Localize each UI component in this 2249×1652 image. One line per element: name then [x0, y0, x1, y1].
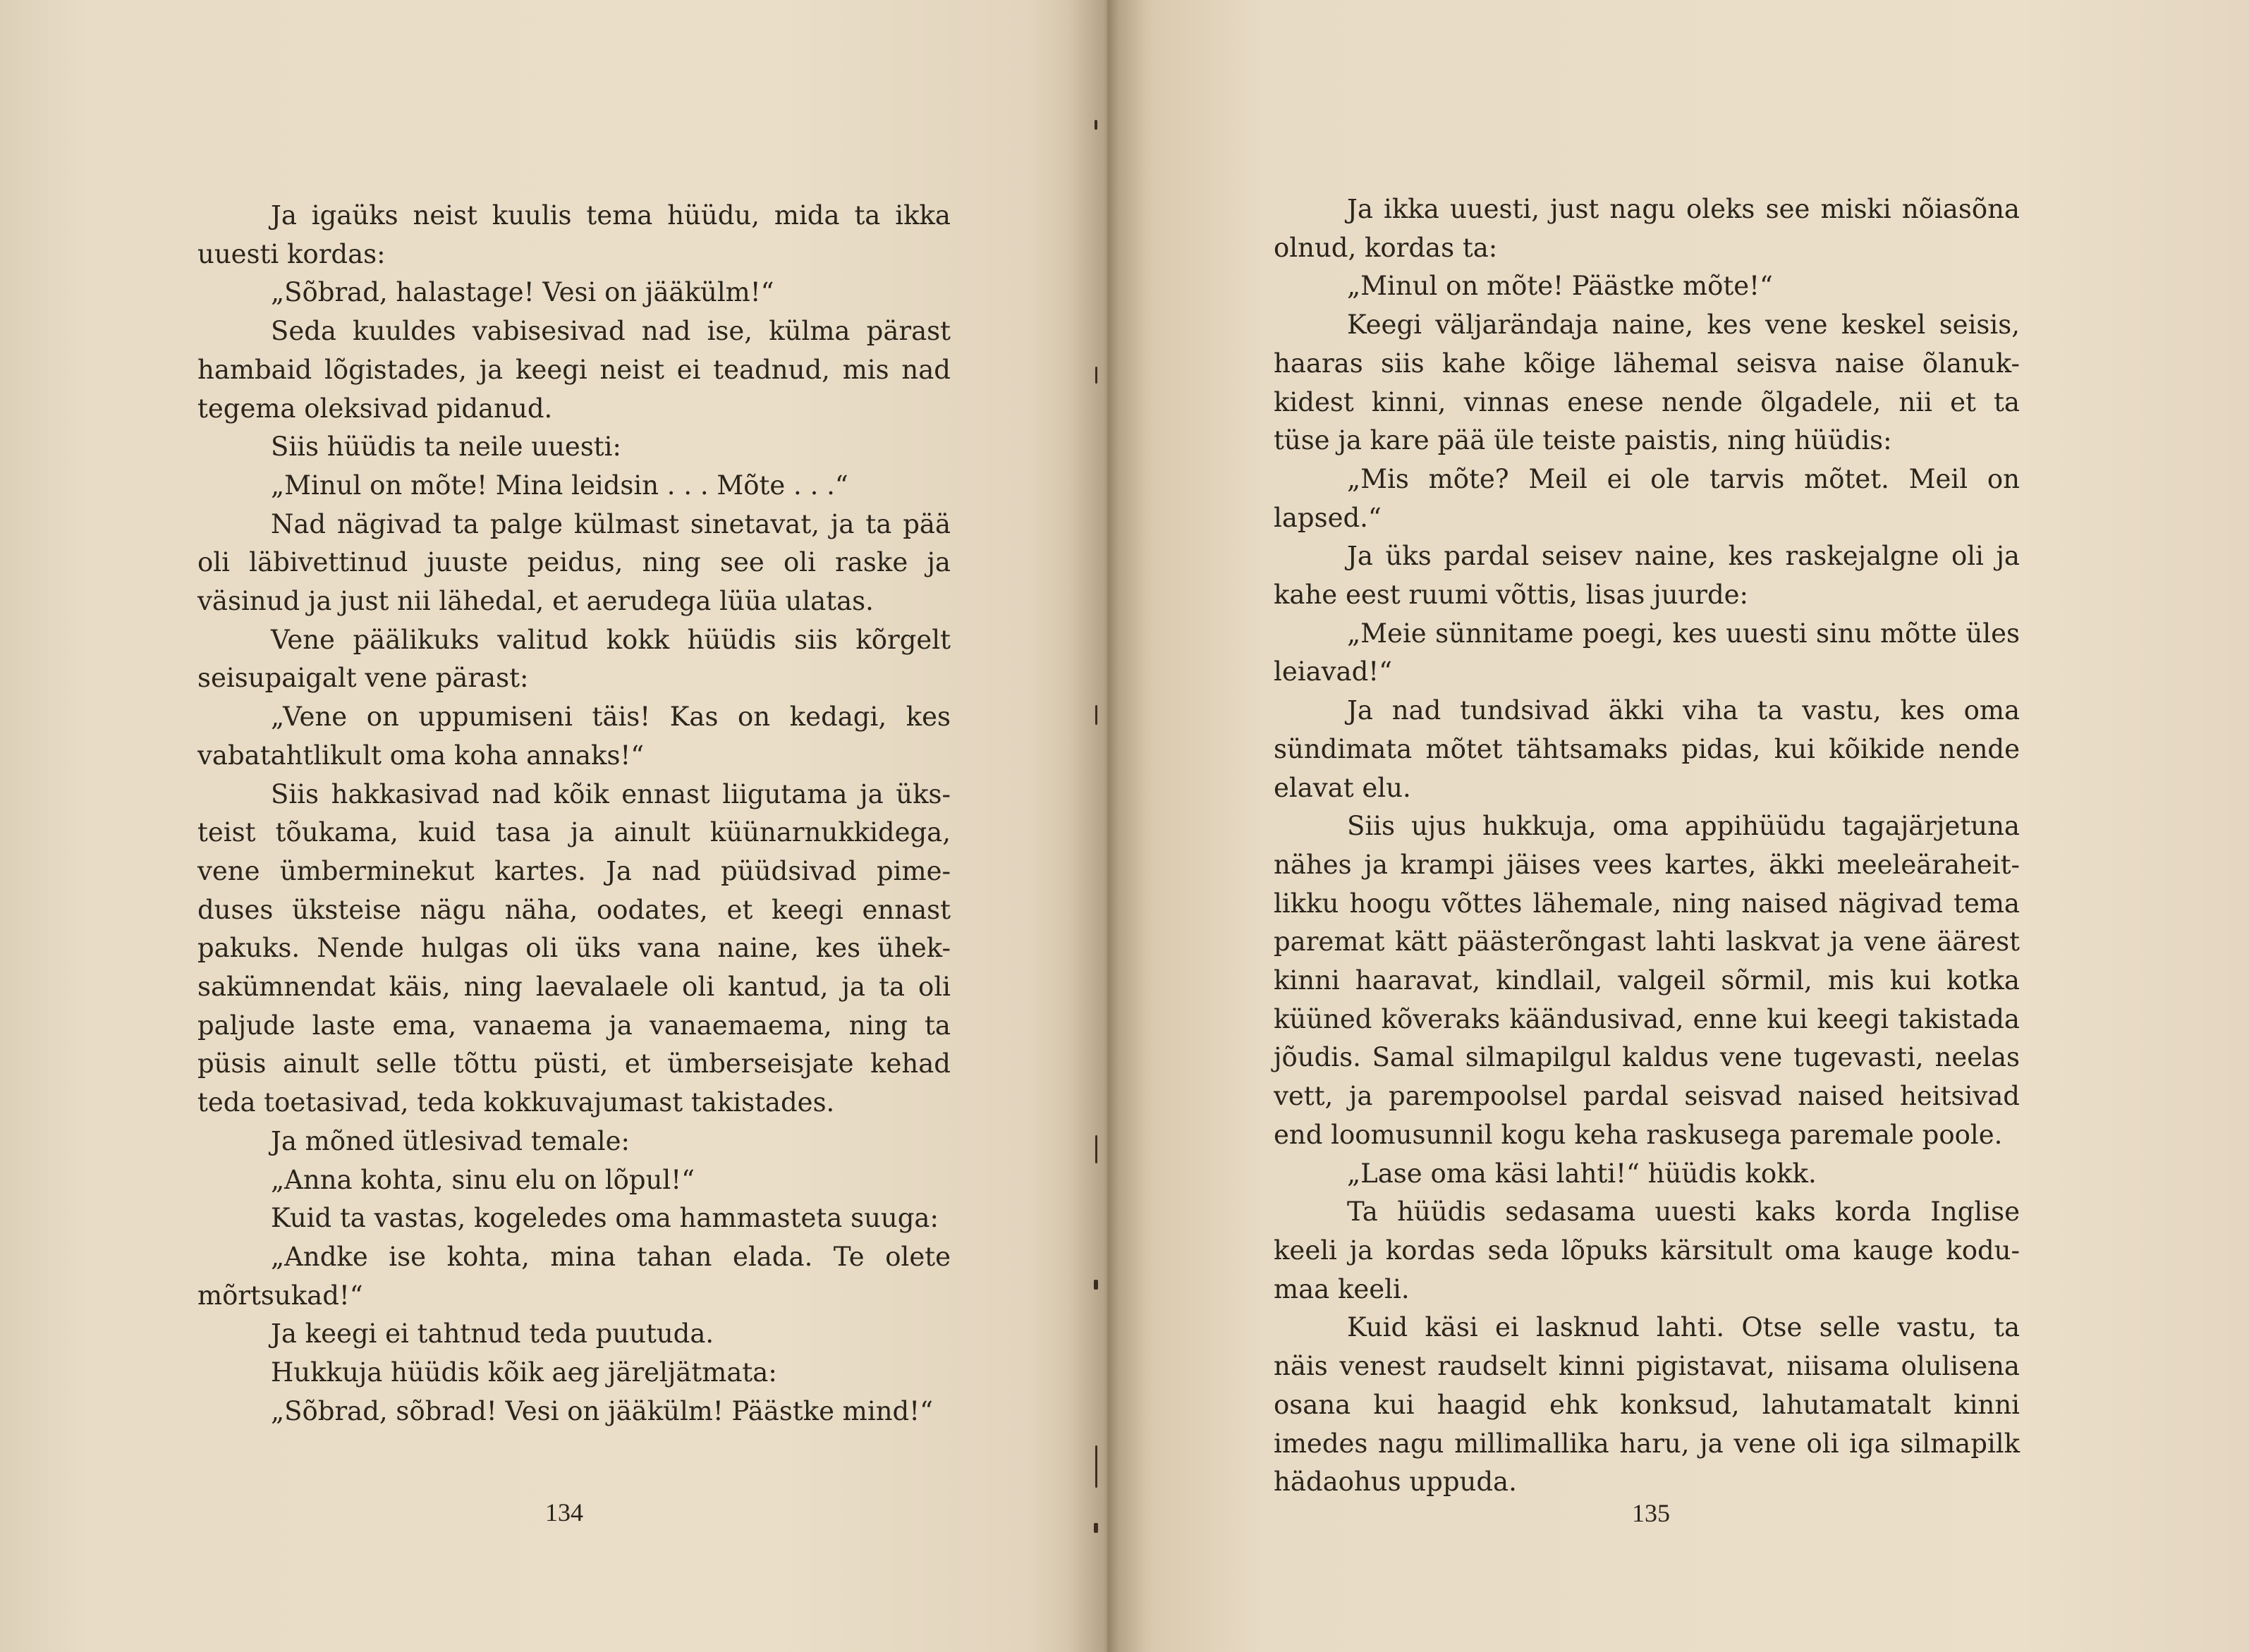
book-gutter	[1068, 0, 1146, 1652]
text-line: „Minul on mõte! Mina leidsin . . . Mõte . . .“	[271, 470, 848, 501]
left-page-text	[197, 197, 951, 1431]
text-line: imedes nagu millimallika haru, ja vene oli iga silmapilk	[1274, 1428, 2020, 1459]
text-line: kidest kinni, vinnas enese nende õlgadele, nii et ta	[1274, 386, 2020, 417]
text-line: lapsed.“	[1274, 502, 1382, 533]
text-line: „Vene on uppumiseni täis! Kas on kedagi, kes	[271, 702, 951, 733]
text-line: sündimata mõtet tähtsamaks pidas, kui kõikide nende	[1274, 733, 2020, 764]
text-line: teda toetasivad, teda kokkuvajumast takistades.	[197, 1087, 835, 1118]
text-line: väsinud ja just nii lähedal, et aerudega lüüa ulatas.	[197, 586, 874, 617]
text-line: Vene päälikuks valitud kokk hüüdis siis kõrgelt	[271, 624, 951, 655]
text-line: nähes ja krampi jäises vees kartes, äkki meeleäraheit-	[1274, 849, 2020, 880]
text-line: oli läbivettinud juuste peidus, ning see oli raske ja	[197, 547, 951, 578]
text-line: seisupaigalt vene pärast:	[197, 663, 529, 694]
text-line: „Mis mõte? Meil ei ole tarvis mõtet. Meil on	[1347, 463, 2020, 494]
text-line: olnud, kordas ta:	[1274, 232, 1498, 263]
text-line: paljude laste ema, vanaema ja vanaemaema, ning ta	[197, 1010, 951, 1041]
text-line: likku hoogu võttes lähemale, ning naised nägivad tema	[1274, 888, 2020, 919]
text-line: Siis ujus hukkuja, oma appihüüdu tagajärjetuna	[1347, 811, 2020, 842]
right-page-text	[1274, 190, 2020, 1502]
binding-thread	[1095, 1445, 1097, 1488]
text-line: Ja keegi ei tahtnud teda puutuda.	[271, 1318, 714, 1350]
text-line: Hukkuja hüüdis kõik aeg järeljätmata:	[271, 1357, 777, 1388]
text-line: paremat kätt päästerõngast lahti laskvat ja vene äärest	[1274, 926, 2020, 957]
text-line: „Meie sünnitame poegi, kes uuesti sinu mõtte üles	[1347, 618, 2020, 649]
text-line: Ja üks pardal seisev naine, kes raskejalgne oli ja	[1347, 541, 2020, 572]
text-line: Nad nägivad ta palge külmast sinetavat, ja ta pää	[271, 508, 951, 539]
binding-thread	[1095, 367, 1097, 384]
text-line: duses üksteise nägu näha, oodates, et keegi ennast	[197, 894, 951, 925]
text-line: püsis ainult selle tõttu püsti, et ümberseisjate kehad	[197, 1048, 951, 1079]
text-line: mõrtsukad!“	[197, 1280, 363, 1311]
text-line: elavat elu.	[1274, 772, 1411, 803]
text-line: jõudis. Samal silmapilgul kaldus vene tugevasti, neelas	[1274, 1042, 2020, 1073]
text-line: vene ümberminekut kartes. Ja nad püüdsivad pime-	[197, 855, 951, 886]
binding-thread	[1095, 120, 1097, 130]
text-line: „Minul on mõte! Päästke mõte!“	[1347, 271, 1773, 302]
right-page-number: 135	[1632, 1499, 1670, 1527]
binding-thread	[1094, 1280, 1098, 1290]
text-line: uuesti kordas:	[197, 238, 386, 269]
text-line: Ja mõned ütlesivad temale:	[271, 1125, 630, 1156]
left-page-number: 134	[545, 1498, 583, 1526]
text-line: tüse ja kare pää üle teiste paistis, ning hüüdis:	[1274, 425, 1892, 456]
text-line: sakümnendat käis, ning laevalaele oli kantud, ja ta oli	[197, 972, 951, 1003]
text-line: Ja nad tundsivad äkki viha ta vastu, kes oma	[1347, 695, 2020, 726]
text-line: haaras siis kahe kõige lähemal seisva naise õlanuk-	[1274, 348, 2020, 379]
text-line: hädaohus uppuda.	[1274, 1467, 1517, 1498]
text-line: kahe eest ruumi võttis, lisas juurde:	[1274, 580, 1748, 611]
text-line: Ta hüüdis sedasama uuesti kaks korda Inglise	[1347, 1197, 2020, 1228]
text-line: pakuks. Nende hulgas oli üks vana naine, kes ühek-	[197, 933, 951, 964]
text-line: Kuid käsi ei lasknud lahti. Otse selle vastu, ta	[1347, 1312, 2020, 1343]
text-line: leiavad!“	[1274, 656, 1393, 687]
text-line: osana kui haagid ehk konksud, lahutamatalt kinni	[1274, 1389, 2020, 1420]
text-line: „Sõbrad, sõbrad! Vesi on jääkülm! Päästke mind!“	[271, 1395, 934, 1426]
text-line: hambaid lõgistades, ja keegi neist ei teadnud, mis nad	[197, 354, 951, 385]
text-line: tegema oleksivad pidanud.	[197, 393, 553, 424]
binding-thread	[1095, 1135, 1097, 1163]
text-line: Siis hakkasivad nad kõik ennast liigutama ja üks-	[271, 778, 951, 809]
text-line: vabatahtlikult oma koha annaks!“	[197, 740, 645, 771]
text-line: kinni haaravat, kindlail, valgeil sõrmil, mis kui kotka	[1274, 965, 2020, 996]
text-line: Ja igaüks neist kuulis tema hüüdu, mida ta ikka	[271, 200, 951, 231]
text-line: end loomusunnil kogu keha raskusega paremale poole.	[1274, 1119, 2003, 1150]
text-line: Ja ikka uuesti, just nagu oleks see miski nõiasõna	[1347, 194, 2020, 224]
text-line: vett, ja parempoolsel pardal seisvad naised heitsivad	[1274, 1081, 2020, 1112]
right-page	[1107, 0, 2249, 1652]
text-line: küüned kõveraks käändusivad, enne kui keegi takistada	[1274, 1003, 2020, 1034]
text-line: „Andke ise kohta, mina tahan elada. Te olete	[271, 1241, 951, 1272]
text-line: „Sõbrad, halastage! Vesi on jääkülm!“	[271, 277, 774, 308]
binding-thread	[1094, 1523, 1098, 1533]
binding-thread	[1095, 705, 1097, 725]
text-line: keeli ja kordas seda lõpuks kärsitult oma kauge kodu-	[1274, 1235, 2020, 1266]
text-line: Keegi väljarändaja naine, kes vene keskel seisis,	[1347, 310, 2020, 341]
text-line: Siis hüüdis ta neile uuesti:	[271, 432, 621, 463]
text-line: „Lase oma käsi lahti!“ hüüdis kokk.	[1347, 1158, 1817, 1189]
text-line: näis venest raudselt kinni pigistavat, niisama olulisena	[1274, 1351, 2020, 1382]
text-line: teist tõukama, kuid tasa ja ainult küünarnukkidega,	[197, 817, 951, 848]
text-line: maa keeli.	[1274, 1273, 1410, 1304]
text-line: „Anna kohta, sinu elu on lõpul!“	[271, 1164, 695, 1195]
text-line: Kuid ta vastas, kogeledes oma hammasteta suuga:	[271, 1203, 939, 1234]
text-line: Seda kuuldes vabisesivad nad ise, külma pärast	[271, 316, 951, 347]
left-page	[0, 0, 1107, 1652]
